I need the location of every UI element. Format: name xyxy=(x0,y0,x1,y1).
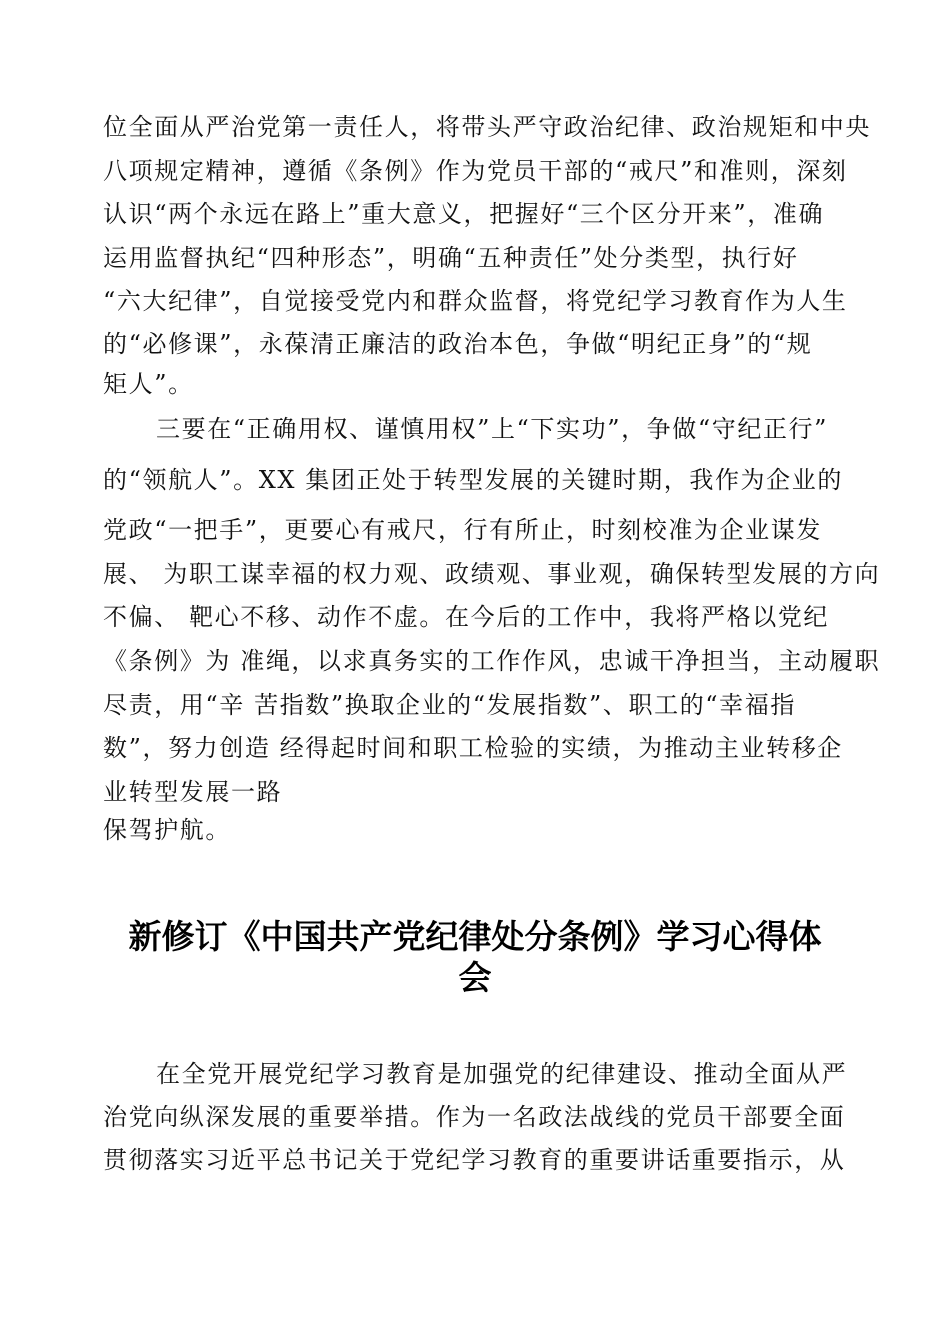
paragraph-2-line-6: 《条例》为 准绳，以求真务实的工作作风，忠诚干净担当，主动履职 xyxy=(103,647,881,675)
paragraph-2-line-3: 党政“一把手”，更要心有戒尺，行有所止，时刻校准为企业谋发 xyxy=(103,516,822,544)
paragraph-3-line-3: 贯彻落实习近平总书记关于党纪学习教育的重要讲话重要指示，从 xyxy=(103,1146,846,1174)
paragraph-2-line-7: 尽责，用“辛 苦指数”换取企业的“发展指数”、职工的“幸福指 xyxy=(103,691,796,719)
paragraph-2-line-4: 展、 为职工谋幸福的权力观、政绩观、事业观，确保转型发展的方向 xyxy=(103,560,881,588)
paragraph-1-line-4: 运用监督执纪“四种形态”，明确“五种责任”处分类型，执行好 xyxy=(103,244,799,272)
paragraph-2-line-8: 数”，努力创造 经得起时间和职工检验的实绩，为推动主业转移企 xyxy=(103,734,843,762)
paragraph-1-line-2: 八项规定精神，遵循《条例》作为党员干部的“戒尺”和准则，深刻 xyxy=(103,157,848,185)
paragraph-2-line-1: 三要在“正确用权、谨慎用权”上“下实功”，争做“守纪正行” xyxy=(156,415,829,443)
paragraph-2-line-9: 业转型发展一路 xyxy=(103,778,283,806)
paragraph-2-line-5: 不偏、 靶心不移、动作不虚。在今后的工作中，我将严格以党纪 xyxy=(103,603,830,631)
document-title-line-1: 新修订《中国共产党纪律处分条例》学习心得体 xyxy=(128,917,822,956)
paragraph-1-line-6: 的“必修课”，永葆清正廉洁的政治本色，争做“明纪正身”的“规 xyxy=(103,330,813,358)
paragraph-3-line-1: 在全党开展党纪学习教育是加强党的纪律建设、推动全面从严 xyxy=(156,1060,848,1088)
document-title-line-2: 会 xyxy=(458,958,492,997)
paragraph-1-line-7: 矩人”。 xyxy=(103,370,194,398)
paragraph-1-line-1: 位全面从严治党第一责任人，将带头严守政治纪律、政治规矩和中央 xyxy=(103,113,871,141)
paragraph-2-line-2: 的“领航人”。XX 集团正处于转型发展的关键时期，我作为企业的 xyxy=(103,466,843,494)
paragraph-1-line-3: 认识“两个永远在路上”重大意义，把握好“三个区分开来”，准确 xyxy=(103,200,825,228)
paragraph-2-line-10: 保驾护航。 xyxy=(103,816,231,844)
paragraph-1-line-5: “六大纪律”，自觉接受党内和群众监督，将党纪学习教育作为人生 xyxy=(103,287,848,315)
paragraph-3-line-2: 治党向纵深发展的重要举措。作为一名政法战线的党员干部要全面 xyxy=(103,1103,846,1131)
